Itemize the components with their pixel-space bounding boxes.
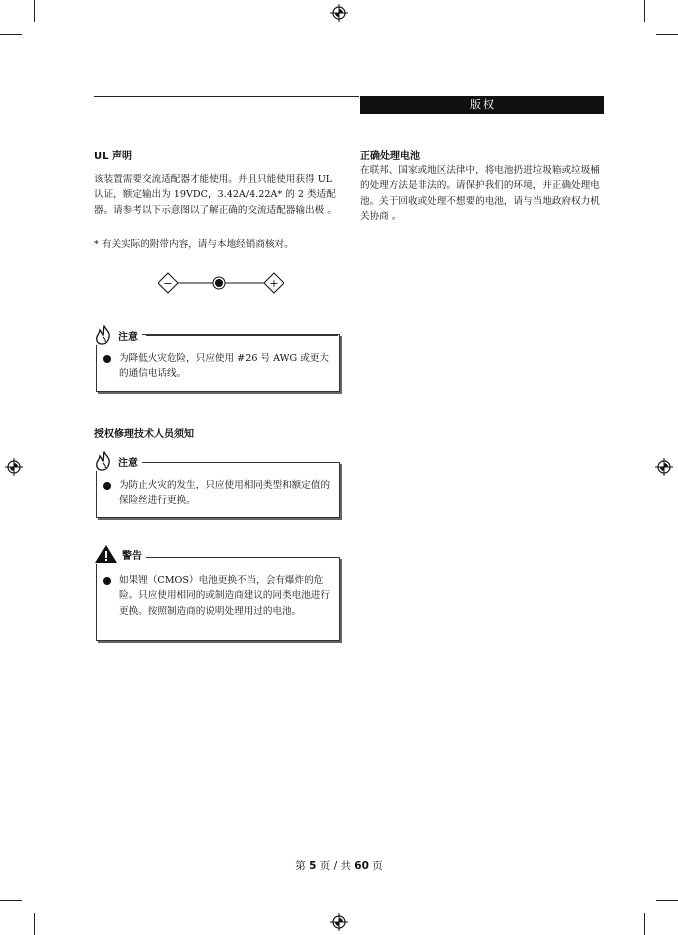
crop-mark xyxy=(34,0,35,22)
flame-icon xyxy=(94,325,114,345)
caution-text: 为防止火灾的发生，只应使用相同类型和额定值的保险丝进行更换。 xyxy=(119,480,331,507)
caution-text: 为降低火灾危险，只应使用 #26 号 AWG 或更大的通信电话线。 xyxy=(119,353,330,380)
technician-heading: 授权修理技术人员须知 xyxy=(94,429,194,440)
negative-symbol: − xyxy=(163,277,173,290)
crop-mark xyxy=(0,34,22,35)
battery-text: 在联邦、国家或地区法律中，将电池扔进垃圾箱或垃圾桶的处理方法是非法的。请保护我们的环境，并正确处理电池。关于回收或处理不想要的电池，请与当地政府权力机关协商 。 xyxy=(360,165,600,223)
footer-middle: 页 / 共 xyxy=(319,860,351,872)
ul-statement: 该装置需要交流适配器才能使用。并且只能使用获得 UL 认证，额定输出为 19VDC，3.42A/4.22A* 的 2 类适配器。请参考以下示意图以了解正确的交流适配器输出极 。 xyxy=(94,174,337,216)
caution-title-bar xyxy=(94,451,142,471)
battery-heading: 正确处理电池 xyxy=(360,151,420,162)
ul-heading: UL 声明 xyxy=(94,151,132,162)
section-label: 版权 xyxy=(470,98,496,111)
warning-title: 警告 xyxy=(122,550,142,562)
crop-mark xyxy=(644,913,645,935)
registration-mark-icon xyxy=(330,913,348,931)
registration-mark-icon xyxy=(330,4,348,22)
crop-mark xyxy=(0,900,22,901)
section-header-bar xyxy=(360,96,604,114)
divider xyxy=(146,462,338,463)
crop-mark xyxy=(644,0,645,22)
divider xyxy=(154,557,338,558)
crop-mark xyxy=(656,34,678,35)
crop-mark xyxy=(656,900,678,901)
caution-title-bar xyxy=(94,325,142,345)
warning-box xyxy=(96,557,340,641)
registration-mark-icon xyxy=(655,458,673,476)
bullet-icon xyxy=(103,355,111,363)
header-rule xyxy=(94,96,359,97)
caution-title: 注意 xyxy=(118,331,138,343)
warning-text: 如果锂（CMOS）电池更换不当，会有爆炸的危险。只应使用相同的或制造商建议的同类电池进行更换。按照制造商的说明处理用过的电池。 xyxy=(119,575,331,617)
warning-triangle-icon xyxy=(94,544,118,564)
footer-prefix: 第 xyxy=(295,860,306,872)
bullet-icon xyxy=(103,482,111,490)
registration-mark-icon xyxy=(5,458,23,476)
caution-title: 注意 xyxy=(118,457,138,469)
warning-title-bar xyxy=(94,544,146,564)
positive-symbol: + xyxy=(269,277,279,290)
crop-mark xyxy=(34,913,35,935)
flame-icon xyxy=(94,451,114,471)
bullet-icon xyxy=(103,577,111,585)
ul-footnote: * 有关实际的附带内容，请与本地经销商核对。 xyxy=(94,239,294,250)
total-pages: 60 xyxy=(354,860,369,872)
footer-suffix: 页 xyxy=(372,860,383,872)
current-page: 5 xyxy=(309,860,317,872)
adapter-polarity-diagram xyxy=(158,270,284,296)
page-number xyxy=(0,858,678,873)
divider xyxy=(146,335,338,336)
